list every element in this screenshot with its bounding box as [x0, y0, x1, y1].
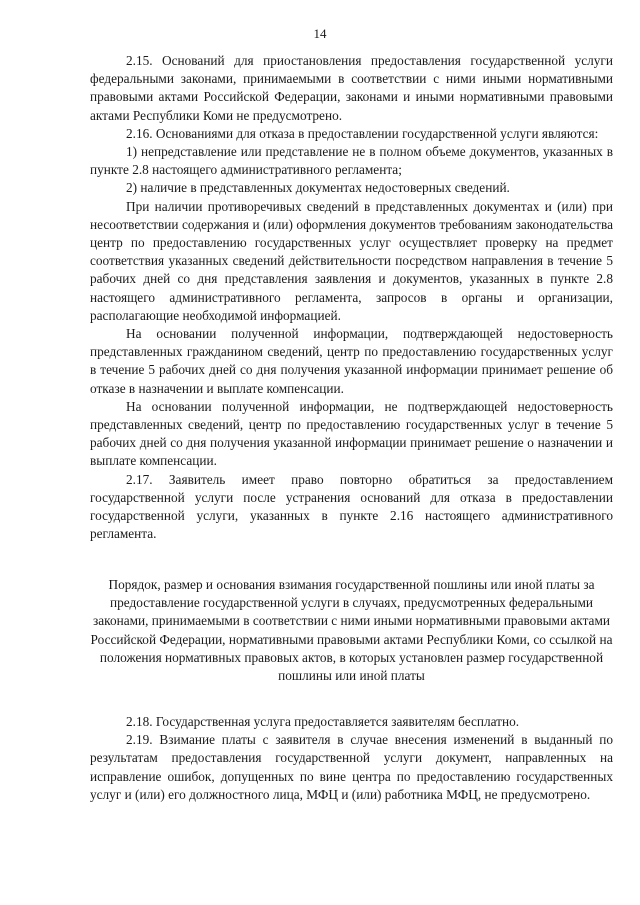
- page-number: 14: [313, 26, 327, 41]
- paragraph-2-19: 2.19. Взимание платы с заявителя в случае внесения изменений в выданный по результатам предоставления государственной услуги документ, направленных на исправление ошибок, допущенных по вине центра по предоставлению государственных услуг и (или) его должностного лица, МФЦ и (или) работника МФЦ, не предусмотрено.: [90, 732, 613, 802]
- list-item-2: 2) наличие в представленных документах недостоверных сведений.: [126, 180, 510, 196]
- paragraph-2-15: 2.15. Оснований для приостановления предоставления государственной услуги федеральными законами, принимаемыми в соответствии с ними иными нормативными правовыми актами Российской Федерации, законами и иными нормативными правовыми актами Республики Коми не предусмотрено.: [90, 53, 613, 123]
- list-item-1: 1) непредставление или представление не в полном объеме документов, указанных в пункте 2.8 настоящего административного регламента;: [90, 144, 613, 178]
- paragraph-verification: При наличии противоречивых сведений в представленных документах и (или) при несоответствии содержания и (или) оформления документов требованиям законодательства центр по предоставлению государственных услуг осуществляет проверку на предмет соответствия указанных сведений действительности посредством направления в течение 5 рабочих дней со дня представления заявления и документов, указанных в пункте 2.8 настоящего административного регламента, запросов в органы и организации, располагающие необходимой информацией.: [90, 198, 613, 323]
- document-body: [90, 52, 613, 543]
- paragraph-approval-decision: На основании полученной информации, не подтверждающей недостоверность представленных сведений, центр по предоставлению государственных услуг в течение 5 рабочих дней со дня получения указанной информации принимает решение о назначении и выплате компенсации.: [90, 398, 613, 469]
- paragraph-refusal-decision: На основании полученной информации, подтверждающей недостоверность представленных гражданином сведений, центр по предоставлению государственных услуг в течение 5 рабочих дней со дня получения указанной информации принимает решение об отказе в назначении и выплате компенсации.: [90, 326, 613, 396]
- paragraph-2-17: 2.17. Заявитель имеет право повторно обратиться за предоставлением государственной услуги после устранения оснований для отказа в предоставлении государственной услуги, указанных в пункте 2.16 настоящего административного регламента.: [90, 471, 613, 542]
- document-body-continued: [90, 713, 613, 804]
- paragraph-2-16: 2.16. Основаниями для отказа в предоставлении государственной услуги являются:: [126, 125, 599, 141]
- paragraph-2-18: 2.18. Государственная услуга предоставляется заявителям бесплатно.: [126, 714, 520, 729]
- section-heading: Порядок, размер и основания взимания государственной пошлины или иной платы за предоставление государственной услуги в случаях, предусмотренных федеральными законами, принимаемыми в соответствии с ними иными нормативными правовыми актами Российской Федерации, нормативными правовыми актами Республики Коми, со ссылкой на положения нормативных правовых актов, в которых установлен размер государственной пошлины или иной платы: [90, 577, 613, 684]
